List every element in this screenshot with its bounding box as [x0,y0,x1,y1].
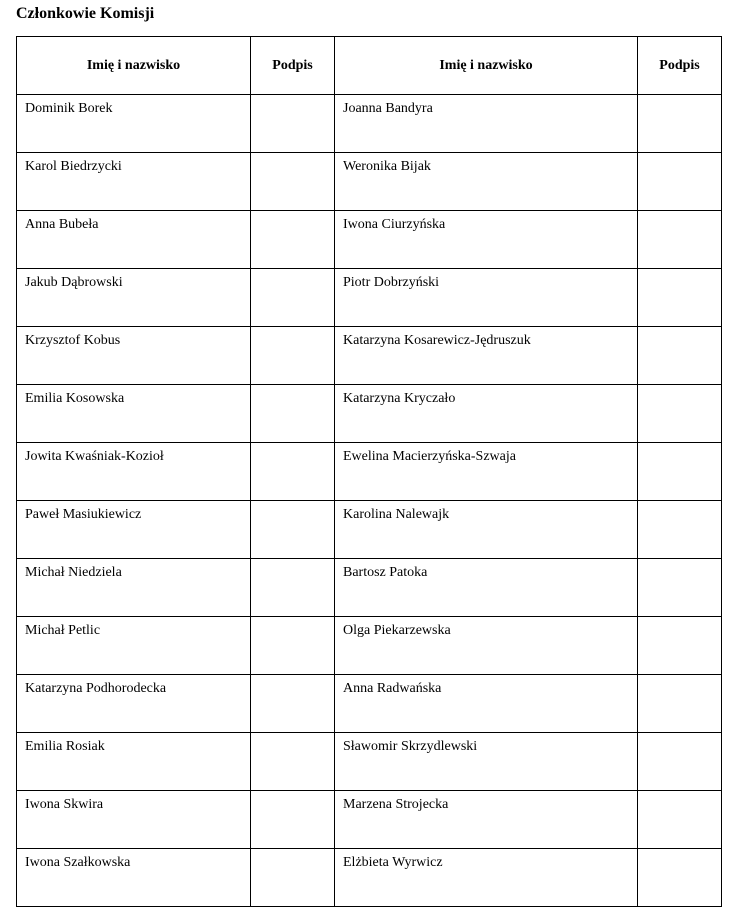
signature-cell-right[interactable] [638,211,722,269]
signature-cell-left[interactable] [251,791,335,849]
table-row [17,443,722,501]
table-row [17,849,722,907]
signature-cell-right[interactable] [638,385,722,443]
members-table [16,36,722,907]
table-row [17,733,722,791]
member-rows [17,95,722,907]
table-row [17,269,722,327]
member-name-left: Iwona Szałkowska [17,849,251,907]
member-name-left: Krzysztof Kobus [17,327,251,385]
signature-cell-left[interactable] [251,733,335,791]
table-row [17,385,722,443]
member-name-left: Paweł Masiukiewicz [17,501,251,559]
page-title: Członkowie Komisji [16,5,155,22]
signature-cell-left[interactable] [251,617,335,675]
signature-cell-right[interactable] [638,559,722,617]
signature-cell-right[interactable] [638,153,722,211]
member-name-left: Katarzyna Podhorodecka [17,675,251,733]
member-name-right: Olga Piekarzewska [335,617,638,675]
member-name-left: Karol Biedrzycki [17,153,251,211]
signature-cell-left[interactable] [251,501,335,559]
member-name-left: Iwona Skwira [17,791,251,849]
signature-cell-right[interactable] [638,327,722,385]
member-name-right: Ewelina Macierzyńska-Szwaja [335,443,638,501]
signature-cell-right[interactable] [638,849,722,907]
table-header-row [17,37,722,95]
table-row [17,617,722,675]
signature-cell-left[interactable] [251,95,335,153]
signature-cell-right[interactable] [638,269,722,327]
signature-cell-left[interactable] [251,675,335,733]
member-name-left: Emilia Rosiak [17,733,251,791]
signature-cell-left[interactable] [251,559,335,617]
signature-cell-left[interactable] [251,443,335,501]
table-row [17,559,722,617]
header-signature-right: Podpis [638,37,722,95]
header-name-right: Imię i nazwisko [335,37,638,95]
signature-cell-left[interactable] [251,849,335,907]
member-name-right: Katarzyna Kosarewicz-Jędruszuk [335,327,638,385]
signature-cell-right[interactable] [638,443,722,501]
table-row [17,211,722,269]
member-name-right: Katarzyna Kryczało [335,385,638,443]
member-name-right: Joanna Bandyra [335,95,638,153]
signature-cell-right[interactable] [638,617,722,675]
signature-cell-left[interactable] [251,211,335,269]
member-name-right: Marzena Strojecka [335,791,638,849]
member-name-left: Michał Petlic [17,617,251,675]
header-name-left: Imię i nazwisko [17,37,251,95]
member-name-right: Iwona Ciurzyńska [335,211,638,269]
signature-cell-right[interactable] [638,501,722,559]
signature-cell-left[interactable] [251,269,335,327]
member-name-right: Weronika Bijak [335,153,638,211]
header-signature-left: Podpis [251,37,335,95]
member-name-left: Dominik Borek [17,95,251,153]
member-name-right: Piotr Dobrzyński [335,269,638,327]
member-name-left: Jowita Kwaśniak-Kozioł [17,443,251,501]
member-name-right: Anna Radwańska [335,675,638,733]
signature-cell-left[interactable] [251,153,335,211]
signature-cell-left[interactable] [251,327,335,385]
table-row [17,675,722,733]
table-row [17,95,722,153]
member-name-left: Michał Niedziela [17,559,251,617]
table-row [17,791,722,849]
table-row [17,501,722,559]
signature-cell-left[interactable] [251,385,335,443]
member-name-right: Karolina Nalewajk [335,501,638,559]
member-name-left: Jakub Dąbrowski [17,269,251,327]
table-row [17,327,722,385]
signature-cell-right[interactable] [638,791,722,849]
signature-cell-right[interactable] [638,95,722,153]
signature-cell-right[interactable] [638,675,722,733]
signature-cell-right[interactable] [638,733,722,791]
member-name-right: Elżbieta Wyrwicz [335,849,638,907]
member-name-left: Anna Bubeła [17,211,251,269]
member-name-right: Bartosz Patoka [335,559,638,617]
member-name-left: Emilia Kosowska [17,385,251,443]
member-name-right: Sławomir Skrzydlewski [335,733,638,791]
table-row [17,153,722,211]
